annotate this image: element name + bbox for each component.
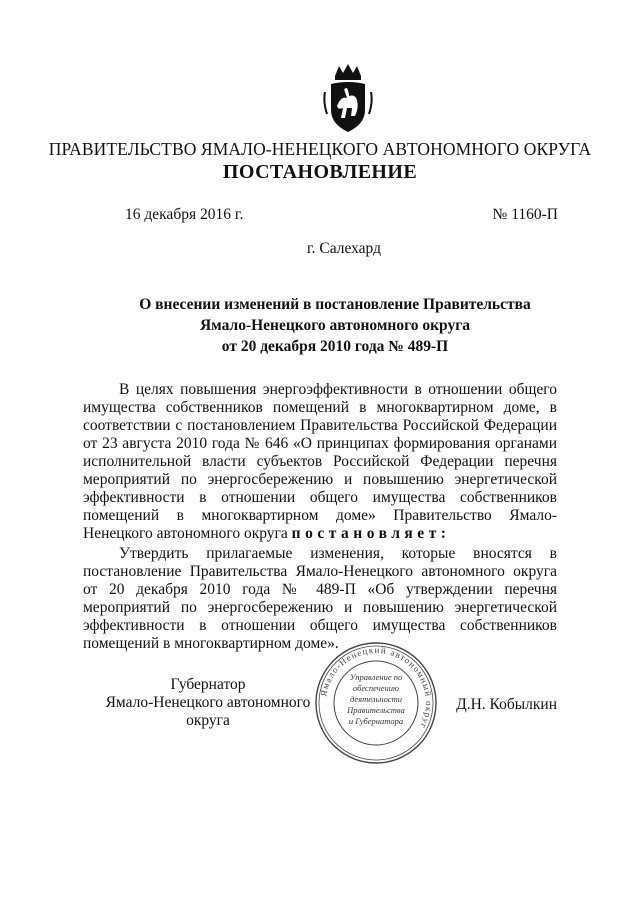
title-line: Ямало-Ненецкого автономного округа <box>199 317 470 334</box>
coat-of-arms-icon <box>323 62 373 134</box>
signer-name: Д.Н. Кобылкин <box>456 696 557 713</box>
resolution-keyword: постановляет: <box>291 525 451 542</box>
seal-line: Правительства <box>347 705 405 715</box>
seal-center-text <box>338 672 414 727</box>
document-type: ПОСТАНОВЛЕНИЕ <box>222 161 418 183</box>
signer-position <box>83 676 333 730</box>
preamble-text: В целях повышения энергоэффективности в отношении общего имущества собственников помещений в многоквартирном доме, в соответствии с постановлением Правительства Российской Федерации от 23 августа 2010 года № 646 «О принципах формирования органами исполнительной власти субъектов Российской Федерации перечня мероприятий по энергосбережению и повышению энергетической эффективности в отношении общего имущества собственников помещений в многоквартирном доме» Правительство Ямало-Ненецкого автономного округа <box>83 381 557 542</box>
seal-line: и Губернатора <box>348 716 404 726</box>
resolution-paragraph <box>83 545 557 653</box>
seal-ring-text: Ямало-Ненецкий автономный округ <box>318 644 435 732</box>
seal-line: обеспечению <box>352 683 400 693</box>
preamble-paragraph <box>83 381 557 543</box>
document-title <box>100 294 570 357</box>
title-line: от 20 декабря 2010 года № 489-П <box>221 338 449 355</box>
government-name: ПРАВИТЕЛЬСТВО ЯМАЛО-НЕНЕЦКОГО АВТОНОМНОГО ОКРУГА <box>48 139 592 159</box>
title-line: О внесении изменений в постановление Правительства <box>139 296 531 313</box>
document-number: № 1160-П <box>492 206 558 223</box>
seal-line: деятельности <box>349 694 403 704</box>
resolution-text: Утвердить прилагаемые изменения, которые вносятся в постановление Правительства Ямало-Ненецкого автономного округа от 20 декабря 2010 года № 489-П «Об утверждении перечня мероприятий по энергосбережению и повышению энергетической эффективности в отношении общего имущества собственников помещений в многоквартирном доме». <box>83 545 557 652</box>
signer-position-line: Ямало-Ненецкого автономного округа <box>105 694 311 729</box>
document-date: 16 декабря 2016 г. <box>125 206 244 223</box>
signer-position-line: Губернатор <box>170 676 246 693</box>
document-city: г. Салехард <box>307 240 381 257</box>
seal-line: Управление по <box>349 672 403 682</box>
